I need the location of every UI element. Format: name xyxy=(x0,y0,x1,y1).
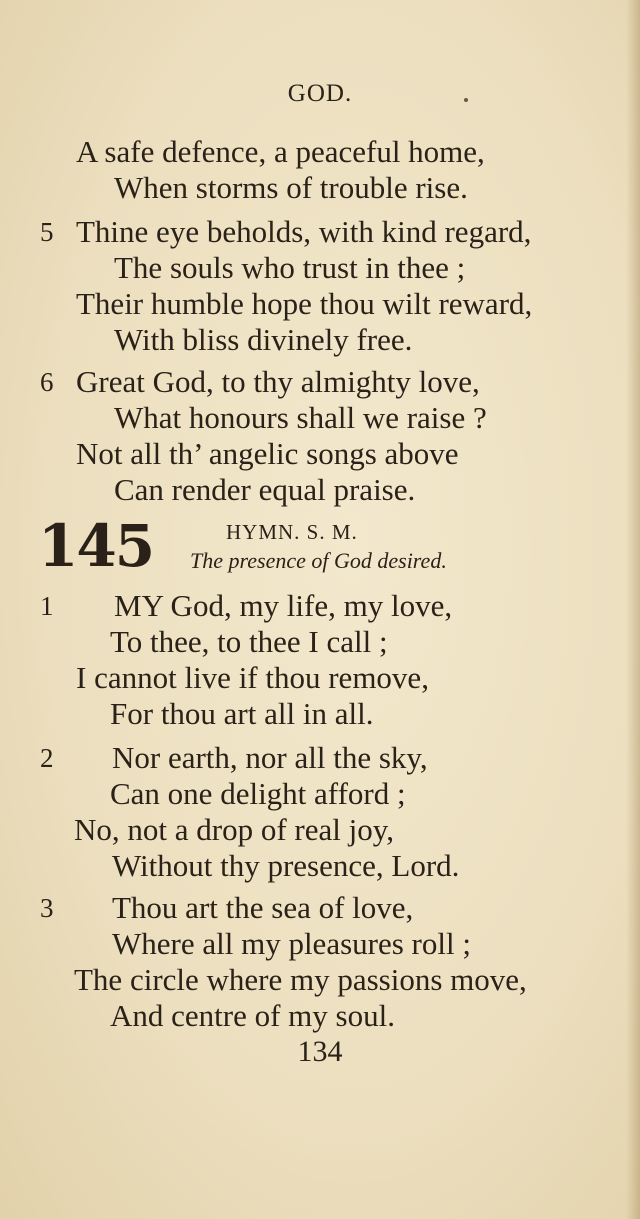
verse-line: What honours shall we raise ? xyxy=(114,400,487,435)
stanza-number: 3 xyxy=(40,893,54,923)
stanza-number: 1 xyxy=(40,591,54,621)
verse-line: When storms of trouble rise. xyxy=(114,170,468,205)
verse-line: Their humble hope thou wilt reward, xyxy=(76,286,533,321)
page-header: GOD. xyxy=(287,80,353,107)
verse-line: Thine eye beholds, with kind regard, xyxy=(76,214,532,249)
verse-line: Without thy presence, Lord. xyxy=(112,848,460,883)
verse-line: No, not a drop of real joy, xyxy=(74,812,394,847)
verse-line: Thou art the sea of love, xyxy=(112,890,414,925)
verse-line: Not all th’ angelic songs above xyxy=(76,436,459,471)
hymn-meter: HYMN. S. M. xyxy=(226,520,358,544)
paper-speck xyxy=(464,98,468,102)
verse-line: MY God, my life, my love, xyxy=(114,588,453,623)
verse-line: The circle where my passions move, xyxy=(74,962,527,997)
verse-line: To thee, to thee I call ; xyxy=(110,624,388,659)
verse-line: I cannot live if thou remove, xyxy=(76,660,429,695)
verse-line: A safe defence, a peaceful home, xyxy=(76,134,485,169)
stanza-number: 2 xyxy=(40,743,54,773)
verse-line: Great God, to thy almighty love, xyxy=(76,364,480,399)
verse-line: Can render equal praise. xyxy=(114,472,416,507)
verse-line: And centre of my soul. xyxy=(110,998,395,1033)
verse-line: The souls who trust in thee ; xyxy=(114,250,466,285)
verse-line: Nor earth, nor all the sky, xyxy=(112,740,428,775)
stanza-number: 6 xyxy=(40,367,54,397)
verse-line: For thou art all in all. xyxy=(110,696,374,731)
stanza-number: 5 xyxy=(40,217,54,247)
verse-line: Where all my pleasures roll ; xyxy=(112,926,471,961)
page-number: 134 xyxy=(297,1035,343,1068)
hymn-subtitle: The presence of God desired. xyxy=(190,548,447,573)
verse-line: With bliss divinely free. xyxy=(114,322,413,357)
verse-line: Can one delight afford ; xyxy=(110,776,406,811)
hymn-number: 145 xyxy=(38,512,154,580)
